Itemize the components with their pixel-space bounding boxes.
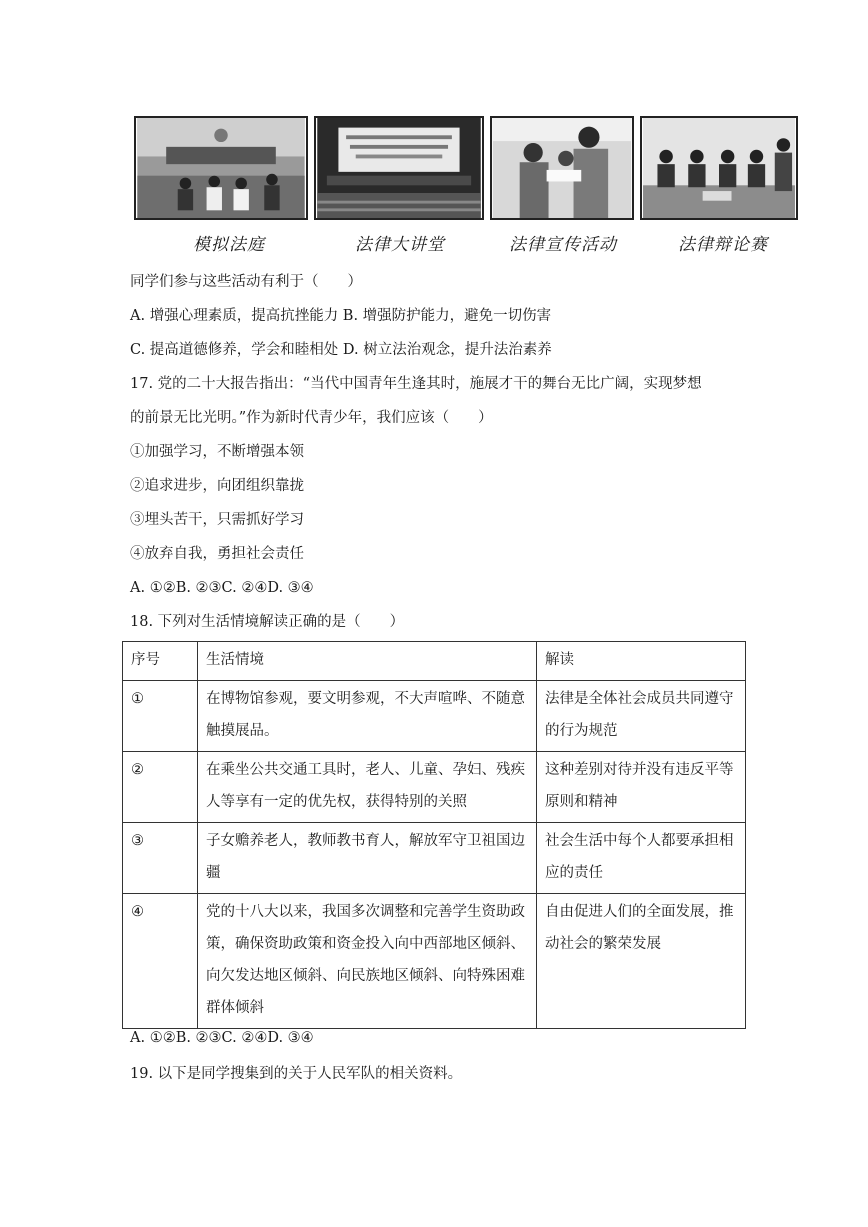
table-row — [123, 894, 746, 1029]
caption-law-lecture: 法律大讲堂 — [355, 235, 445, 255]
q16-stem: 同学们参与这些活动有利于（ ） — [130, 274, 362, 290]
row-reading: 这种差别对待并没有违反平等原则和精神 — [537, 752, 746, 823]
law-lecture-image — [316, 118, 482, 218]
mock-court-image — [136, 118, 306, 218]
q16-options-cd: C. 提高道德修养，学会和睦相处 D. 树立法治观念，提升法治素养 — [130, 342, 552, 358]
row-reading: 法律是全体社会成员共同遵守的行为规范 — [537, 681, 746, 752]
q17-stem-line2: 的前景无比光明。”作为新时代青少年，我们应该（ ） — [130, 410, 493, 426]
q16-options-ab: A. 增强心理素质，提高抗挫能力 B. 增强防护能力，避免一切伤害 — [130, 308, 552, 324]
table-row — [123, 752, 746, 823]
header-number: 序号 — [123, 642, 198, 681]
caption-mock-court: 模拟法庭 — [193, 235, 265, 255]
row-number: ② — [123, 752, 198, 823]
q18-options: A. ①②B. ②③C. ②④D. ③④ — [130, 1030, 314, 1046]
row-number: ④ — [123, 894, 198, 1029]
photo-law-promotion — [490, 116, 634, 220]
q17-item-1: ①加强学习，不断增强本领 — [130, 444, 304, 460]
activity-photos — [134, 116, 798, 224]
table-header-row — [123, 642, 746, 681]
header-scene: 生活情境 — [198, 642, 537, 681]
table-row — [123, 681, 746, 752]
law-promotion-image — [492, 118, 632, 218]
row-scene: 在博物馆参观，要文明参观，不大声喧哗、不随意触摸展品。 — [198, 681, 537, 752]
caption-law-debate: 法律辩论赛 — [678, 235, 768, 255]
caption-law-promotion: 法律宣传活动 — [509, 235, 617, 255]
q17-stem-line1: 17. 党的二十大报告指出：“当代中国青年生逢其时，施展才干的舞台无比广阔，实现梦想 — [130, 376, 702, 392]
q17-item-2: ②追求进步，向团组织靠拢 — [130, 478, 304, 494]
law-debate-image — [642, 118, 796, 218]
q18-table — [122, 641, 746, 1029]
q17-item-4: ④放弃自我，勇担社会责任 — [130, 546, 304, 562]
row-scene: 子女赡养老人，教师教书育人，解放军守卫祖国边疆 — [198, 823, 537, 894]
q17-options: A. ①②B. ②③C. ②④D. ③④ — [130, 580, 314, 596]
photo-law-lecture — [314, 116, 484, 220]
photo-mock-court — [134, 116, 308, 220]
q17-item-3: ③埋头苦干，只需抓好学习 — [130, 512, 304, 528]
q19-stem: 19. 以下是同学搜集到的关于人民军队的相关资料。 — [130, 1066, 463, 1082]
row-number: ① — [123, 681, 198, 752]
q18-stem: 18. 下列对生活情境解读正确的是（ ） — [130, 614, 405, 630]
row-reading: 社会生活中每个人都要承担相应的责任 — [537, 823, 746, 894]
row-scene: 在乘坐公共交通工具时，老人、儿童、孕妇、残疾人等享有一定的优先权，获得特别的关照 — [198, 752, 537, 823]
photo-law-debate — [640, 116, 798, 220]
row-number: ③ — [123, 823, 198, 894]
row-scene: 党的十八大以来，我国多次调整和完善学生资助政策，确保资助政策和资金投入向中西部地区倾斜、向欠发达地区倾斜、向民族地区倾斜、向特殊困难群体倾斜 — [198, 894, 537, 1029]
table-row — [123, 823, 746, 894]
row-reading: 自由促进人们的全面发展，推动社会的繁荣发展 — [537, 894, 746, 1029]
header-reading: 解读 — [537, 642, 746, 681]
